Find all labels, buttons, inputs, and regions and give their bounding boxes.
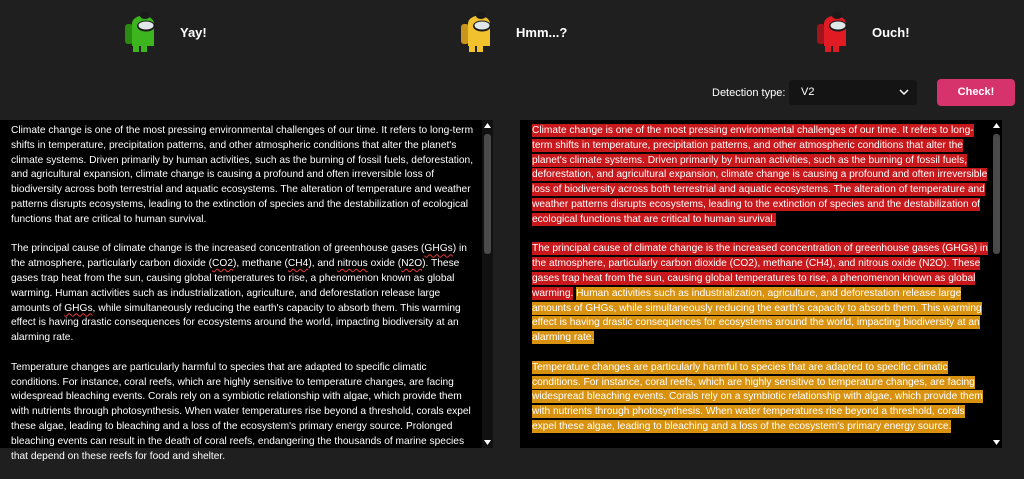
highlight-orange-segment: Human activities such as industrialization, agriculture, and deforestation release large amounts of GHGs, while simultaneously reducing the earth's capacity to absorb them. This warming effect is having drastic consequences for ecosystems around the world, impacting biodiversity at an alarming rate.	[532, 287, 982, 344]
result-scroll-thumb[interactable]	[993, 134, 1000, 254]
scroll-down-arrow-icon[interactable]	[991, 437, 1002, 448]
detection-type-label: Detection type:	[712, 87, 786, 99]
legend-ouch-label: Ouch!	[872, 24, 910, 40]
check-button[interactable]: Check!	[937, 79, 1015, 106]
highlight-red-segment: Climate change is one of the most pressing environmental challenges of our time. It refers to long-term shifts in temperature, precipitation patterns, and other atmospheric conditions that alter the planet's climate systems. Driven primarily by human activities, such as the burning of fossil fuels, deforestation, and agricultural expansion, climate change is causing a profound and often irreversible loss of biodiversity across both terrestrial and aquatic ecosystems. The alteration of temperature and weather patterns disrupts ecosystems, leading to the extinction of species and the destabilization of ecological functions that are critical to human survival.	[532, 125, 988, 225]
scroll-up-arrow-icon[interactable]	[991, 120, 1002, 131]
legend-hmm-label: Hmm...?	[516, 24, 568, 40]
legend-yay-label: Yay!	[180, 24, 207, 40]
result-scrollbar[interactable]	[991, 120, 1002, 448]
input-paragraph-1: Climate change is one of the most pressing environmental challenges of our time. It refers to long-term shifts in temperature, precipitation patterns, and other atmospheric conditions that alter the planet's climate systems. Driven primarily by human activities, such as the burning of fossil fuels, deforestation, and agricultural expansion, climate change is causing a profound and often irreversible loss of biodiversity across both terrestrial and aquatic ecosystems. The alteration of temperature and weather patterns disrupts ecosystems, leading to the extinction of species and the destabilization of ecological functions that are critical to human survival.	[11, 125, 474, 225]
input-text-content	[11, 120, 477, 479]
detection-type-select[interactable]	[789, 80, 917, 105]
result-paragraph-2	[532, 242, 988, 346]
highlight-red-segment: The principal cause of climate change is the increased concentration of greenhouse gases (GHGs) in the atmosphere, particularly carbon dioxide (CO2), methane (CH4), and nitrous oxide (N2O). These gases trap heat from the sun, causing global temperatures to rise, a phenomenon known as global warming.	[532, 243, 988, 299]
highlight-orange-segment: Temperature changes are particularly harmful to species that are adapted to specific climatic conditions. For instance, coral reefs, which are highly sensitive to temperature changes, are facing widespread bleaching events. Corals rely on a symbiotic relationship with algae, which provide them with nutrients through photosynthesis. When water temperatures rise beyond a threshold, corals expel these algae, leading to bleaching and a loss of the ecosystem's primary energy source.	[532, 361, 983, 432]
input-paragraph-2: The principal cause of climate change is the increased concentration of greenhouse gases (GHGs) in the atmosphere, particularly carbon dioxide (CO2), methane (CH4), and nitrous oxide (N2O). These gases trap heat from the sun, causing global temperatures to rise, a phenomenon known as global warming. Human activities such as industrialization, agriculture, and deforestation release large amounts of GHGs, while simultaneously reducing the earth's capacity to absorb them. This warming effect is having drastic consequences for ecosystems around the world, impacting biodiversity at an alarming rate.	[11, 243, 467, 344]
green-crewmate-icon	[124, 10, 160, 54]
result-paragraph-3	[532, 361, 988, 435]
detection-type-value: V2	[801, 86, 815, 98]
input-scroll-thumb[interactable]	[484, 134, 491, 254]
result-text-content	[532, 120, 988, 450]
legend-ouch	[816, 10, 910, 54]
legend-hmm	[460, 10, 567, 54]
input-text-area[interactable]	[0, 120, 493, 462]
input-paragraph-3: Temperature changes are particularly harmful to species that are adapted to specific climatic conditions. For instance, coral reefs, which are highly sensitive to temperature changes, are facing widespread bleaching events. Corals rely on a symbiotic relationship with algae, which provide them with nutrients through photosynthesis. When water temperatures rise beyond a threshold, corals expel these algae, leading to bleaching and a loss of the ecosystem's primary energy source. Prolonged bleaching events can result in the death of coral reefs, endangering the thousands of marine species that depend on these reefs for food and shelter.	[11, 361, 471, 462]
yellow-crewmate-icon	[460, 10, 496, 54]
red-crewmate-icon	[816, 10, 852, 54]
legend-yay	[124, 10, 207, 54]
scroll-down-arrow-icon[interactable]	[482, 437, 493, 448]
input-scrollbar[interactable]	[482, 120, 493, 448]
result-text-area	[520, 120, 1002, 448]
scroll-up-arrow-icon[interactable]	[482, 120, 493, 131]
chevron-down-icon	[899, 88, 909, 96]
toolbar	[0, 80, 1024, 106]
result-paragraph-1	[532, 120, 988, 228]
